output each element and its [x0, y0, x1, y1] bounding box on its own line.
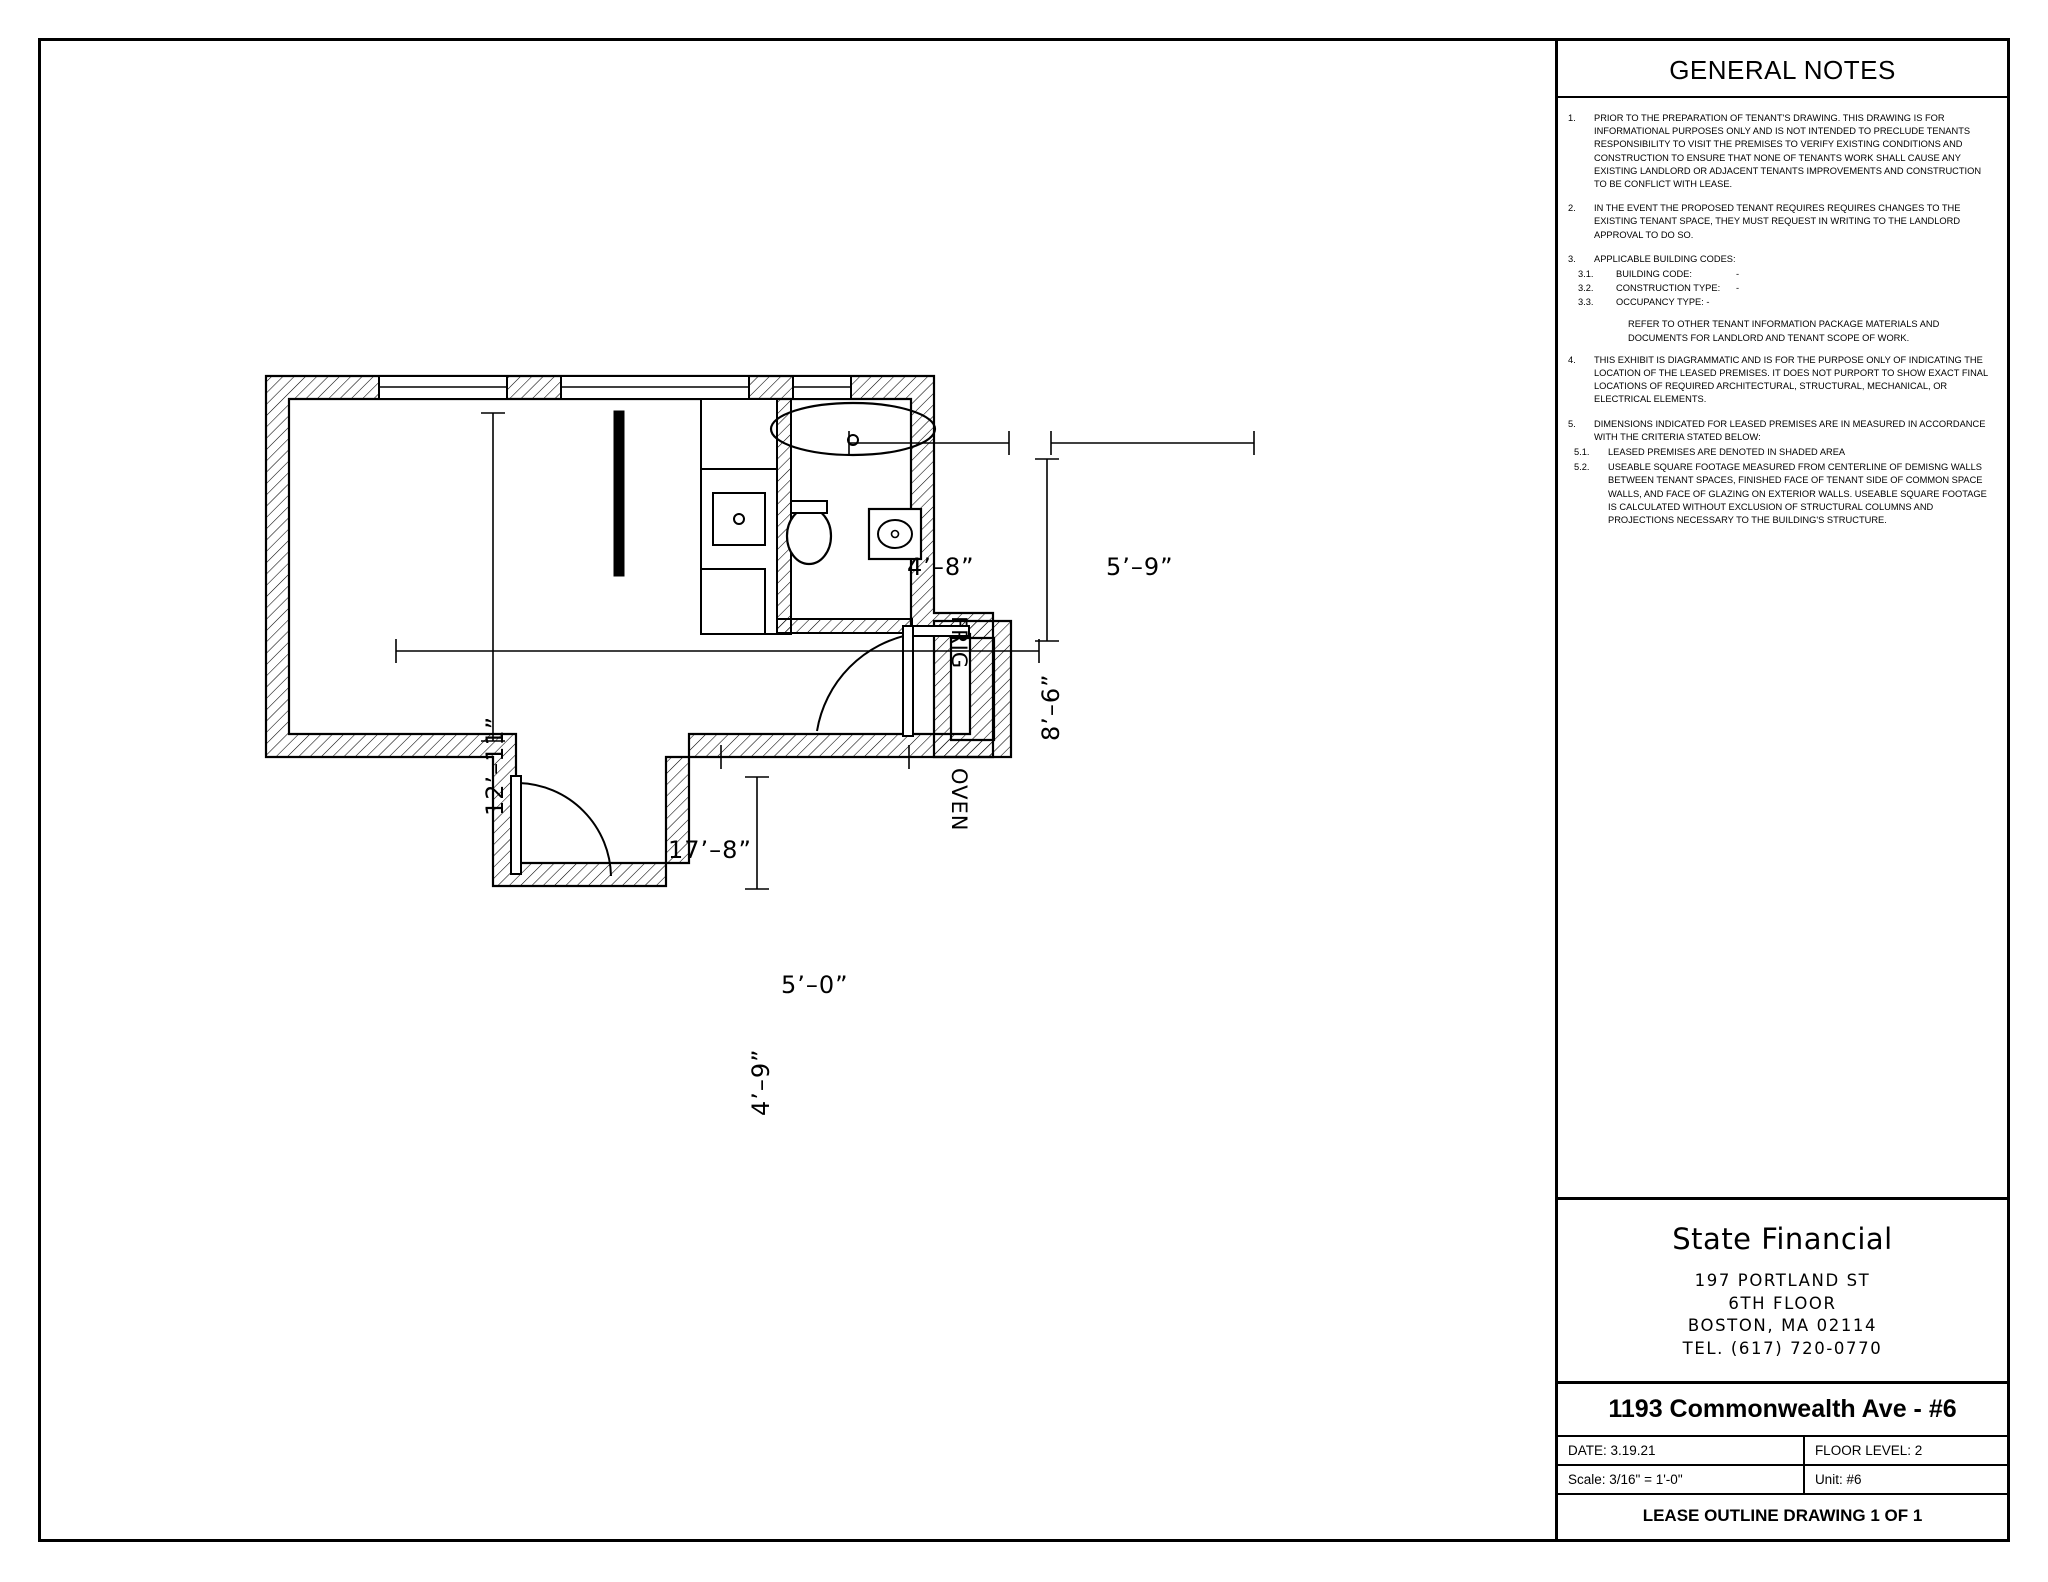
company-address-line: BOSTON, MA 02114	[1687, 1316, 1878, 1336]
code-subitem-number: 3.3.	[1578, 297, 1594, 308]
code-subitem	[1568, 296, 1991, 309]
note-text: THIS EXHIBIT IS DIAGRAMMATIC AND IS FOR THE PURPOSE ONLY OF INDICATING THE LOCATION OF THE LEASED PREMISES. IT DOES NOT PURPORT TO SHOW EXACT FINAL LOCATIONS OF REQUIRED ARCHITECTURAL, STRUCTURAL, MECHANICAL, OR ELECTRICAL ELEMENTS.	[1594, 354, 1988, 405]
code-subitem-value: -	[1736, 268, 1740, 279]
note-item	[1568, 202, 1991, 242]
note-item	[1568, 112, 1991, 191]
note-text: IN THE EVENT THE PROPOSED TENANT REQUIRES REQUIRES CHANGES TO THE EXISTING TENANT SPACE, THEY MUST REQUEST IN WRITING TO THE LANDLORD APPROVAL TO DO SO.	[1594, 203, 1961, 240]
title-block-row-scale	[1558, 1464, 2007, 1493]
company-phone: TEL. (617) 720-0770	[1682, 1339, 1883, 1359]
note-item	[1568, 253, 1991, 266]
company-info	[1558, 1200, 2007, 1381]
code-subitem-number: 3.2.	[1578, 283, 1594, 294]
notes-body	[1558, 98, 2007, 527]
dimension-lines	[396, 413, 1254, 889]
note-refer-text: REFER TO OTHER TENANT INFORMATION PACKAGE MATERIALS AND DOCUMENTS FOR LANDLORD AND TENANT SCOPE OF WORK.	[1628, 319, 1940, 343]
note-text: PRIOR TO THE PREPARATION OF TENANT'S DRAWING. THIS DRAWING IS FOR INFORMATIONAL PURPOSES ONLY AND IS NOT INTENDED TO PRECLUDE TENANTS RESPONSIBILITY TO VISIT THE PREMISES TO VERIFY EXISTING CONDITIONS AND CONSTRUCTION TO ENSURE THAT NONE OF TENANTS WORK SHALL CAUSE ANY EXISTING LANDLORD OR ADJACENT TENANTS IMPROVEMENTS AND CONSTRUCTION TO BE CONFLICT WITH LEASE.	[1594, 113, 1982, 189]
unit-field: Unit: #6	[1814, 1472, 1862, 1487]
criteria-subitem	[1568, 446, 1991, 459]
code-subitem-list	[1568, 268, 1991, 310]
notes-title: GENERAL NOTES	[1669, 55, 1896, 85]
note-number: 1.	[1568, 113, 1576, 123]
scale-field: Scale: 3/16" = 1'-0"	[1558, 1466, 1805, 1493]
code-subitem-number: 3.1.	[1578, 268, 1594, 279]
criteria-subitem-number: 5.1.	[1574, 446, 1590, 457]
dimension-label-kitchen-width: 4’–8”	[907, 553, 975, 581]
note-item	[1568, 354, 1991, 407]
code-subitem-value: -	[1736, 283, 1740, 294]
project-title: 1193 Commonwealth Ave - #6	[1558, 1381, 2007, 1435]
code-subitem	[1568, 282, 1991, 295]
code-subitem	[1568, 268, 1991, 281]
company-address-line: 6TH FLOOR	[1728, 1293, 1837, 1313]
appliance-label-fridge: FRIG	[947, 616, 971, 670]
title-block-row-date	[1558, 1435, 2007, 1464]
appliance-label-oven: OVEN	[947, 768, 971, 832]
note-text: DIMENSIONS INDICATED FOR LEASED PREMISES ARE IN MEASURED IN ACCORDANCE WITH THE CRITERIA STATED BELOW:	[1594, 418, 1986, 442]
criteria-subitem-text: USEABLE SQUARE FOOTAGE MEASURED FROM CENTERLINE OF DEMISNG WALLS BETWEEN TENANT SPACES, FINISHED FACE OF TENANT SIDE OF COMMON SPACE WALLS, AND FACE OF GLAZING ON EXTERIOR WALLS. USEABLE SQUARE FOOTAGE IS CALCULATED WITHOUT EXCLUSION OF STRUCTURAL COLUMNS AND PROJECTIONS NECESSARY TO THE BUILDING'S STRUCTURE.	[1608, 462, 1987, 525]
dimension-label-height-main: 12’–11”	[481, 715, 509, 816]
drawing-sheet	[38, 38, 2010, 1542]
floor-plan-drawing	[41, 41, 1558, 1539]
note-number: 2.	[1568, 203, 1576, 214]
note-item	[1568, 418, 1991, 444]
date-field: DATE: 3.19.21	[1558, 1437, 1805, 1464]
code-subitem-label: BUILDING CODE:	[1616, 268, 1692, 279]
note-number: 4.	[1568, 354, 1576, 365]
criteria-subitem-number: 5.2.	[1574, 462, 1590, 473]
note-number: 5.	[1568, 418, 1576, 429]
code-subitem-label: CONSTRUCTION TYPE:	[1616, 283, 1721, 294]
floor-plan-svg	[41, 41, 1558, 1539]
note-number: 3.	[1568, 253, 1576, 264]
dimension-label-width-main: 17’–8”	[668, 836, 752, 864]
dimension-label-bath-depth: 8’–6”	[1037, 673, 1065, 741]
note-text: APPLICABLE BUILDING CODES:	[1594, 253, 1736, 264]
notes-header	[1558, 41, 2007, 98]
kitchen-fixtures	[701, 399, 777, 634]
company-address-line: 197 PORTLAND ST	[1694, 1270, 1871, 1290]
notes-panel	[1555, 41, 2007, 1539]
dimension-label-entry-depth: 4’–9”	[747, 1048, 775, 1116]
sheet-label: LEASE OUTLINE DRAWING 1 OF 1	[1558, 1493, 2007, 1539]
dimension-label-bath-width: 5’–9”	[1106, 553, 1174, 581]
criteria-subitem	[1568, 461, 1991, 527]
dimension-label-entry-width: 5’–0”	[781, 971, 849, 999]
code-subitem-label: OCCUPANCY TYPE: -	[1616, 297, 1710, 308]
floor-level-field: FLOOR LEVEL: 2	[1814, 1443, 1923, 1458]
criteria-subitem-text: LEASED PREMISES ARE DENOTED IN SHADED AREA	[1608, 446, 1846, 457]
title-block	[1558, 1197, 2007, 1539]
company-name: State Financial	[1672, 1221, 1893, 1256]
